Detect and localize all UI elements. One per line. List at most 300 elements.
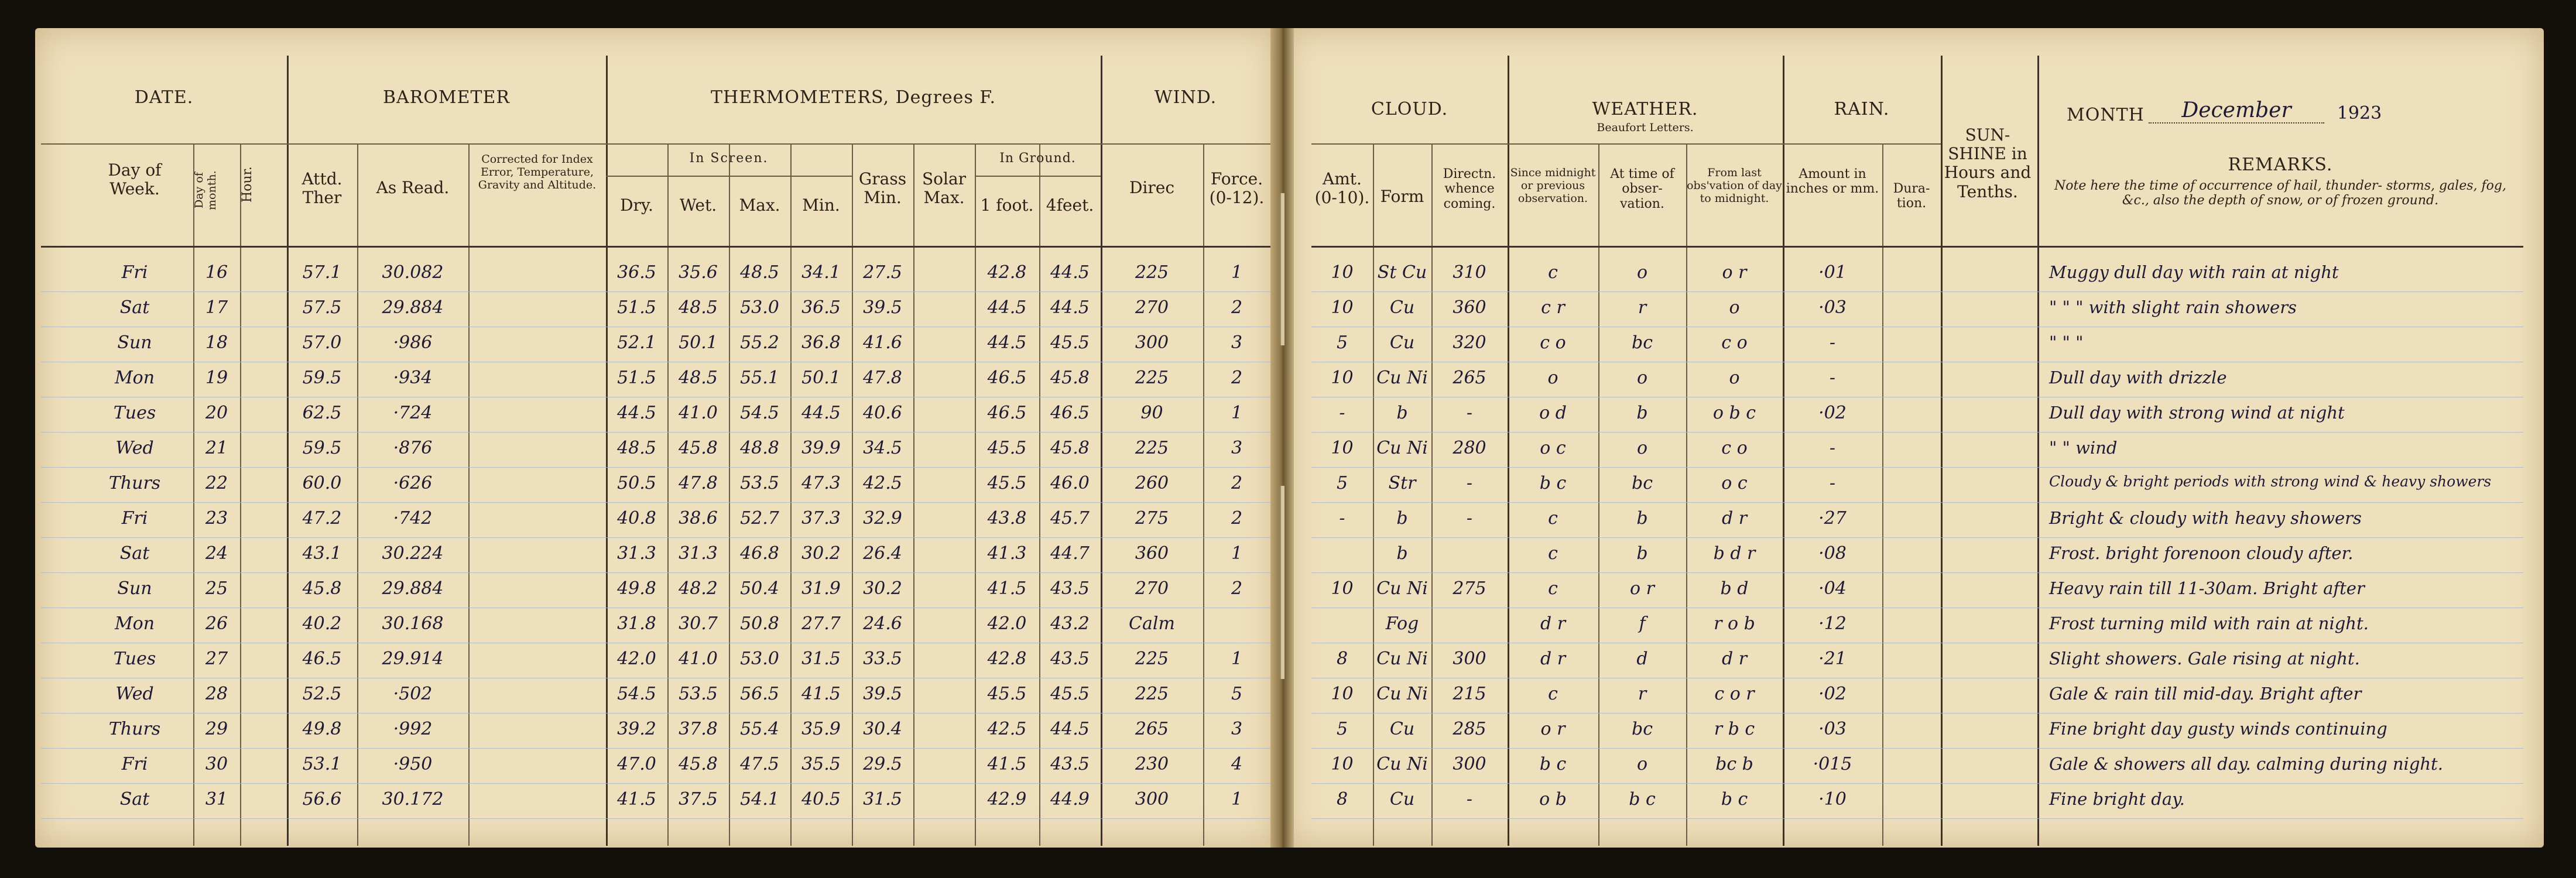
cell-form: Str — [1388, 473, 1416, 493]
ledger-line — [1311, 291, 2523, 292]
cell-dom: 18 — [205, 332, 228, 353]
cell-min: 40.5 — [801, 789, 841, 810]
cell-min: 41.5 — [801, 684, 841, 704]
cell-force: 1 — [1231, 262, 1243, 283]
cell-wet: 41.0 — [679, 649, 718, 669]
column-rule — [240, 143, 241, 846]
remarks-header: REMARKS. — [2228, 155, 2333, 175]
wind-header: WIND. — [1154, 87, 1217, 108]
header-rule — [606, 176, 852, 177]
cell-rain: ·27 — [1818, 508, 1847, 529]
cell-at: r — [1638, 297, 1647, 318]
cell-ft4: 44.5 — [1050, 719, 1090, 739]
cell-rain: ·02 — [1818, 403, 1847, 423]
cell-dir: 225 — [1135, 649, 1169, 669]
cell-since: o b — [1539, 789, 1567, 810]
cell-dow: Sun — [117, 578, 152, 599]
column-rule — [1686, 143, 1687, 846]
cell-form: Cu Ni — [1376, 684, 1428, 704]
remark-text: Bright & cloudy with heavy showers — [2049, 508, 2362, 528]
month-value: December — [2149, 98, 2324, 124]
four-feet-header: 4feet. — [1046, 196, 1094, 215]
remarks-note: Note here the time of occurrence of hail, thunder- storms, gales, fog, &c., also the depth of snow, or of frozen ground. — [2054, 179, 2506, 208]
rain-header: RAIN. — [1834, 99, 1890, 119]
month-label: MONTH — [2067, 105, 2145, 125]
cell-at: o — [1636, 262, 1648, 283]
cell-ft4: 45.5 — [1050, 332, 1090, 353]
ledger-line — [41, 748, 1270, 749]
cell-dom: 26 — [205, 613, 228, 634]
remark-text: " " " with slight rain showers — [2049, 297, 2297, 317]
cell-dom: 29 — [205, 719, 228, 739]
cell-min: 35.5 — [801, 754, 841, 774]
ledger-line — [41, 572, 1270, 573]
cell-force: 2 — [1231, 368, 1243, 388]
column-rule — [975, 143, 976, 846]
cell-amt: 8 — [1336, 789, 1348, 810]
cell-dir: 90 — [1140, 403, 1163, 423]
cell-amt: - — [1339, 508, 1345, 529]
cell-dir: 225 — [1135, 684, 1169, 704]
sunshine-header: SUN- SHINE in Hours and Tenths. — [1944, 125, 2032, 201]
cell-force: 3 — [1231, 332, 1243, 353]
column-rule — [1039, 143, 1040, 846]
cell-dom: 30 — [205, 754, 228, 774]
cell-dry: 31.3 — [617, 543, 656, 564]
cell-dry: 39.2 — [617, 719, 656, 739]
column-rule — [667, 143, 669, 846]
cell-wet: 35.6 — [679, 262, 718, 283]
weather-header: WEATHER. — [1592, 99, 1698, 119]
cell-dir: 225 — [1135, 262, 1169, 283]
column-rule — [852, 143, 853, 846]
cell-max: 54.5 — [740, 403, 779, 423]
remark-text: Dull day with drizzle — [2049, 368, 2227, 387]
cell-dow: Fri — [121, 262, 148, 283]
cell-form: Cu Ni — [1376, 754, 1428, 774]
in-screen-header: In Screen. — [689, 151, 769, 166]
cell-ft4: 43.5 — [1050, 578, 1090, 599]
binding-thread-top — [1280, 193, 1284, 345]
attd-ther-header: Attd. Ther — [302, 169, 342, 208]
ledger-line — [41, 467, 1270, 468]
min-header: Min. — [802, 196, 840, 215]
header-rule — [975, 176, 1101, 177]
cell-since: d r — [1540, 649, 1566, 669]
thermometers-header: THERMOMETERS, Degrees F. — [710, 87, 996, 108]
cell-rain: ·10 — [1818, 789, 1847, 810]
max-header: Max. — [739, 196, 780, 215]
cell-ft1: 41.5 — [987, 578, 1027, 599]
cell-dow: Thurs — [108, 473, 161, 493]
cell-attd: 45.8 — [302, 578, 342, 599]
cell-form: Cu Ni — [1376, 368, 1428, 388]
ledger-line — [41, 818, 1270, 819]
cell-ft4: 43.5 — [1050, 754, 1090, 774]
ledger-line — [41, 537, 1270, 538]
cell-wet: 48.2 — [679, 578, 718, 599]
cell-dir: 270 — [1135, 297, 1169, 318]
day-of-week-header: Day of Week. — [108, 160, 162, 199]
cell-ft4: 43.2 — [1050, 613, 1090, 634]
cell-max: 46.8 — [740, 543, 779, 564]
cell-dow: Fri — [121, 754, 148, 774]
cell-dom: 31 — [205, 789, 228, 810]
cell-cdir: - — [1466, 473, 1473, 493]
cell-last: o — [1729, 368, 1740, 388]
cell-ft1: 41.5 — [987, 754, 1027, 774]
cell-grass: 31.5 — [863, 789, 902, 810]
cell-rain: - — [1829, 473, 1836, 493]
cell-since: c — [1548, 684, 1558, 704]
cell-last: d r — [1721, 508, 1748, 529]
column-rule — [913, 143, 914, 846]
cell-dom: 17 — [205, 297, 228, 318]
cell-rain: ·12 — [1818, 613, 1847, 634]
at-time-header: At time of obser- vation. — [1610, 167, 1674, 211]
cell-rain: ·015 — [1813, 754, 1852, 774]
remark-text: Gale & rain till mid-day. Bright after — [2049, 684, 2362, 704]
cell-min: 39.9 — [801, 438, 841, 458]
cell-grass: 33.5 — [863, 649, 902, 669]
cell-at: b — [1636, 403, 1648, 423]
cell-dow: Wed — [115, 684, 154, 704]
cell-min: 34.1 — [801, 262, 841, 283]
ledger-line — [1311, 467, 2523, 468]
ledger-line — [1311, 818, 2523, 819]
cell-cdir: - — [1466, 789, 1473, 810]
cell-dom: 23 — [205, 508, 228, 529]
cell-ft1: 41.3 — [987, 543, 1027, 564]
cell-amt: 10 — [1331, 578, 1354, 599]
duration-header: Dura- tion. — [1893, 181, 1930, 211]
ledger-line — [1311, 748, 2523, 749]
ledger-line — [41, 432, 1270, 433]
header-bottom-rule — [1311, 246, 2523, 248]
cell-form: b — [1396, 543, 1408, 564]
ledger-line — [41, 291, 1270, 292]
cell-force: 2 — [1231, 508, 1243, 529]
cell-dow: Thurs — [108, 719, 161, 739]
cell-grass: 30.4 — [863, 719, 902, 739]
cell-since: c — [1548, 262, 1558, 283]
cell-rain: ·04 — [1818, 578, 1847, 599]
cell-since: c — [1548, 578, 1558, 599]
cell-attd: 59.5 — [302, 438, 342, 458]
cell-at: bc — [1631, 473, 1653, 493]
cell-max: 48.5 — [740, 262, 779, 283]
cell-read: ·992 — [393, 719, 433, 739]
cell-attd: 49.8 — [302, 719, 342, 739]
cell-wet: 45.8 — [679, 754, 718, 774]
cell-attd: 59.5 — [302, 368, 342, 388]
cell-read: ·502 — [393, 684, 433, 704]
remark-text: Heavy rain till 11-30am. Bright after — [2049, 578, 2365, 598]
cell-ft4: 46.0 — [1050, 473, 1090, 493]
remark-text: Muggy dull day with rain at night — [2049, 262, 2339, 282]
remark-text: Fine bright day gusty winds continuing — [2049, 719, 2387, 739]
cell-force: 3 — [1231, 438, 1243, 458]
cell-dow: Sat — [119, 789, 150, 810]
cell-max: 50.8 — [740, 613, 779, 634]
cell-grass: 26.4 — [863, 543, 902, 564]
cell-last: r b c — [1714, 719, 1755, 739]
cell-dom: 21 — [205, 438, 228, 458]
cell-attd: 57.0 — [302, 332, 342, 353]
cell-dom: 20 — [205, 403, 228, 423]
cell-max: 50.4 — [740, 578, 779, 599]
cell-ft1: 45.5 — [987, 438, 1027, 458]
cell-last: b d r — [1713, 543, 1756, 564]
cell-attd: 40.2 — [302, 613, 342, 634]
cell-force: 3 — [1231, 719, 1243, 739]
cell-ft1: 42.8 — [987, 262, 1027, 283]
header-rule — [41, 143, 1270, 145]
cell-ft4: 44.5 — [1050, 262, 1090, 283]
cell-since: c o — [1540, 332, 1566, 353]
cell-rain: ·01 — [1818, 262, 1847, 283]
cell-dow: Mon — [114, 613, 155, 634]
cell-dom: 19 — [205, 368, 228, 388]
cell-attd: 52.5 — [302, 684, 342, 704]
cell-cdir: 265 — [1453, 368, 1486, 388]
cell-wet: 45.8 — [679, 438, 718, 458]
cell-form: Cu — [1389, 297, 1415, 318]
cell-since: o c — [1540, 438, 1566, 458]
remark-text: " " " — [2049, 332, 2084, 352]
cell-ft4: 44.5 — [1050, 297, 1090, 318]
cell-last: bc b — [1715, 754, 1753, 774]
cell-min: 37.3 — [801, 508, 841, 529]
cell-form: St Cu — [1377, 262, 1427, 283]
cell-read: 30.172 — [382, 789, 444, 810]
cell-dry: 51.5 — [617, 368, 656, 388]
ledger-line — [41, 713, 1270, 714]
cell-dry: 48.5 — [617, 438, 656, 458]
cell-force: 2 — [1231, 578, 1243, 599]
cell-wet: 48.5 — [679, 368, 718, 388]
cell-dry: 42.0 — [617, 649, 656, 669]
cell-dry: 36.5 — [617, 262, 656, 283]
cell-dow: Mon — [114, 368, 155, 388]
cell-wet: 48.5 — [679, 297, 718, 318]
cell-since: d r — [1540, 613, 1566, 634]
cell-grass: 30.2 — [863, 578, 902, 599]
cell-grass: 42.5 — [863, 473, 902, 493]
cell-at: o — [1636, 438, 1648, 458]
cell-at: f — [1639, 613, 1646, 634]
cell-amt: 10 — [1331, 754, 1354, 774]
column-rule — [1373, 143, 1374, 846]
column-rule — [193, 143, 194, 846]
cell-last: c o r — [1714, 684, 1755, 704]
cell-dir: 300 — [1135, 789, 1169, 810]
column-rule — [790, 143, 792, 846]
cell-wet: 37.5 — [679, 789, 718, 810]
cell-dow: Wed — [115, 438, 154, 458]
amount-header: Amount in inches or mm. — [1786, 167, 1879, 197]
cell-attd: 56.6 — [302, 789, 342, 810]
cell-since: o d — [1539, 403, 1567, 423]
grass-min-header: Grass Min. — [858, 169, 907, 208]
cell-dow: Tues — [113, 649, 156, 669]
cell-wet: 30.7 — [679, 613, 718, 634]
beaufort-subheader: Beaufort Letters. — [1597, 121, 1694, 134]
cell-ft1: 45.5 — [987, 473, 1027, 493]
column-rule — [1431, 143, 1433, 846]
cell-read: ·934 — [393, 368, 433, 388]
cell-read: 29.914 — [382, 649, 444, 669]
cell-attd: 57.1 — [302, 262, 342, 283]
cell-read: ·626 — [393, 473, 433, 493]
cell-dow: Sun — [117, 332, 152, 353]
cell-grass: 39.5 — [863, 684, 902, 704]
cell-wet: 41.0 — [679, 403, 718, 423]
cell-cdir: - — [1466, 403, 1473, 423]
cell-form: Fog — [1385, 613, 1419, 634]
cell-form: Cu — [1389, 789, 1415, 810]
column-rule — [729, 143, 730, 846]
cell-dom: 16 — [205, 262, 228, 283]
cell-force: 1 — [1231, 649, 1243, 669]
cell-last: b c — [1721, 789, 1748, 810]
cell-dir: 225 — [1135, 368, 1169, 388]
date-header: DATE. — [134, 87, 194, 108]
cell-dom: 28 — [205, 684, 228, 704]
cell-attd: 47.2 — [302, 508, 342, 529]
cell-dir: 225 — [1135, 438, 1169, 458]
cell-rain: ·02 — [1818, 684, 1847, 704]
cell-since: b c — [1539, 473, 1567, 493]
cell-at: o r — [1630, 578, 1654, 599]
cell-ft1: 43.8 — [987, 508, 1027, 529]
cell-dry: 44.5 — [617, 403, 656, 423]
day-of-month-header: Day of month. — [193, 170, 218, 210]
cell-at: o — [1636, 368, 1648, 388]
ledger-line — [1311, 502, 2523, 503]
cell-read: ·742 — [393, 508, 433, 529]
cell-dir: 360 — [1135, 543, 1169, 564]
cell-max: 53.5 — [740, 473, 779, 493]
cell-read: ·986 — [393, 332, 433, 353]
cell-form: Cu Ni — [1376, 649, 1428, 669]
cell-read: ·724 — [393, 403, 433, 423]
cell-dry: 31.8 — [617, 613, 656, 634]
cell-rain: ·21 — [1818, 649, 1847, 669]
cell-dry: 49.8 — [617, 578, 656, 599]
ledger-line — [1311, 572, 2523, 573]
remark-text: Frost turning mild with rain at night. — [2049, 613, 2369, 633]
column-rule — [468, 143, 470, 846]
cell-min: 31.9 — [801, 578, 841, 599]
wet-header: Wet. — [679, 196, 717, 215]
binding-thread-bottom — [1280, 486, 1284, 679]
cell-ft1: 42.0 — [987, 613, 1027, 634]
cell-wet: 38.6 — [679, 508, 718, 529]
cell-at: bc — [1631, 332, 1653, 353]
cell-dow: Tues — [113, 403, 156, 423]
cell-last: o r — [1722, 262, 1747, 283]
cell-last: c o — [1721, 438, 1748, 458]
solar-max-header: Solar Max. — [922, 169, 967, 208]
cell-grass: 27.5 — [863, 262, 902, 283]
cell-ft1: 46.5 — [987, 403, 1027, 423]
cell-min: 47.3 — [801, 473, 841, 493]
cell-at: b — [1636, 508, 1648, 529]
cell-dry: 52.1 — [617, 332, 656, 353]
cell-min: 30.2 — [801, 543, 841, 564]
cell-dir: 275 — [1135, 508, 1169, 529]
column-rule — [1598, 143, 1599, 846]
cell-ft4: 45.8 — [1050, 438, 1090, 458]
cell-cdir: 215 — [1453, 684, 1486, 704]
remark-text: Gale & showers all day. calming during night. — [2049, 754, 2443, 774]
cell-grass: 40.6 — [863, 403, 902, 423]
cell-rain: - — [1829, 368, 1836, 388]
cell-dow: Sat — [119, 543, 150, 564]
one-foot-header: 1 foot. — [980, 196, 1034, 215]
cell-wet: 53.5 — [679, 684, 718, 704]
cell-at: o — [1636, 754, 1648, 774]
cell-cdir: 275 — [1453, 578, 1486, 599]
cell-amt: 5 — [1336, 719, 1348, 739]
cell-dom: 25 — [205, 578, 228, 599]
cell-dry: 54.5 — [617, 684, 656, 704]
cell-min: 36.8 — [801, 332, 841, 353]
cell-max: 53.0 — [740, 297, 779, 318]
cell-dry: 50.5 — [617, 473, 656, 493]
cell-dir: 300 — [1135, 332, 1169, 353]
as-read-header: As Read. — [376, 178, 450, 197]
cell-dir: 270 — [1135, 578, 1169, 599]
remark-text: Dull day with strong wind at night — [2049, 403, 2345, 423]
cell-dow: Fri — [121, 508, 148, 529]
cell-amt: 8 — [1336, 649, 1348, 669]
column-rule — [1203, 143, 1204, 846]
remark-text: Slight showers. Gale rising at night. — [2049, 649, 2360, 668]
cell-min: 50.1 — [801, 368, 841, 388]
cell-at: r — [1638, 684, 1647, 704]
cell-at: bc — [1631, 719, 1653, 739]
cell-max: 48.8 — [740, 438, 779, 458]
cell-read: 29.884 — [382, 578, 444, 599]
cell-force: 2 — [1231, 473, 1243, 493]
cell-read: 30.224 — [382, 543, 444, 564]
cell-rain: - — [1829, 438, 1836, 458]
remark-text: " " wind — [2049, 438, 2118, 458]
cell-rain: ·08 — [1818, 543, 1847, 564]
cell-dow: Sat — [119, 297, 150, 318]
remark-text: Frost. bright forenoon cloudy after. — [2049, 543, 2354, 563]
cell-at: b — [1636, 543, 1648, 564]
cell-max: 53.0 — [740, 649, 779, 669]
ledger-line — [1311, 537, 2523, 538]
cell-min: 27.7 — [801, 613, 841, 634]
cell-amt: 10 — [1331, 368, 1354, 388]
cell-form: Cu Ni — [1376, 578, 1428, 599]
from-last-header: From last obs'vation of day to midnight. — [1687, 166, 1782, 205]
cell-read: ·950 — [393, 754, 433, 774]
dry-header: Dry. — [620, 196, 653, 215]
cell-min: 44.5 — [801, 403, 841, 423]
cell-last: d r — [1721, 649, 1748, 669]
cell-min: 36.5 — [801, 297, 841, 318]
cell-attd: 43.1 — [302, 543, 342, 564]
cell-last: o b c — [1712, 403, 1756, 423]
cell-wet: 47.8 — [679, 473, 718, 493]
column-rule — [1882, 143, 1883, 846]
cell-min: 31.5 — [801, 649, 841, 669]
